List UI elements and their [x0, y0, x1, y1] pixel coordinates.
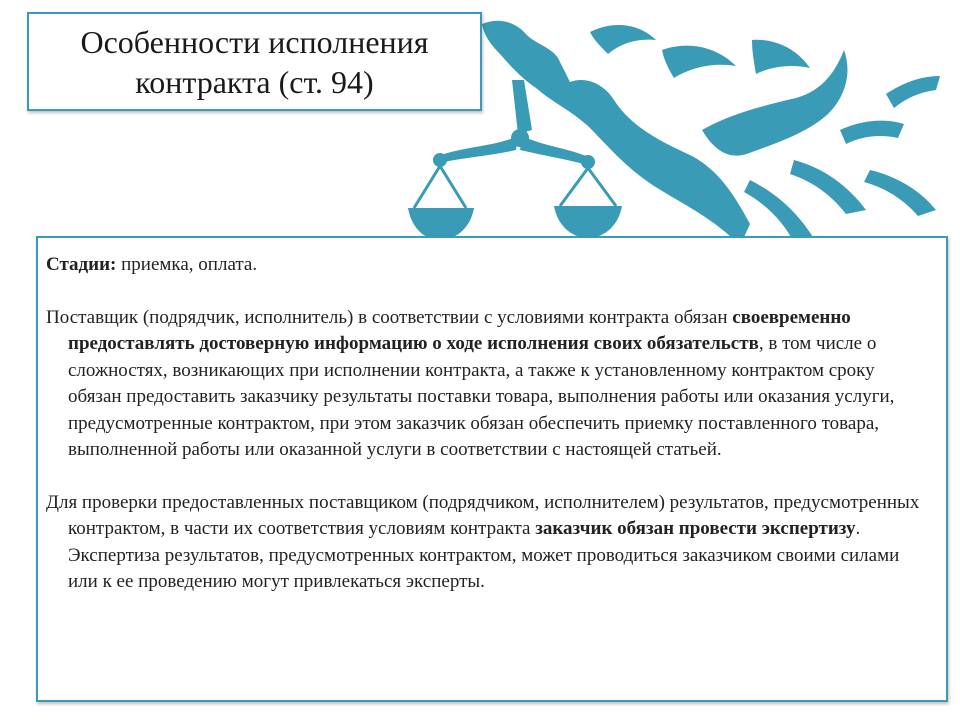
justice-scales-icon — [400, 10, 960, 250]
title-line-2: контракта (ст. 94) — [135, 63, 374, 100]
expertise-bold-text: заказчик обязан провести экспертизу — [535, 518, 856, 539]
expertise-text-2: . Экспертиза результатов, предусмотренных контрактом, может проводиться заказчиком своими силами или к ее проведению могут привлекаться эксперты. — [68, 518, 900, 592]
supplier-paragraph — [46, 305, 930, 464]
expertise-paragraph — [46, 490, 930, 596]
supplier-text-1: Поставщик (подрядчик, исполнитель) в соответствии с условиями контракта обязан — [46, 306, 733, 328]
supplier-text-2: , в том числе о сложностях, возникающих при исполнении контракта, а также к установленному контрактом сроку обязан предоставить заказчику результаты поставки товара, выполнения работы или оказания услуги, предусмотренные контрактом, при этом заказчик обязан обеспечить приемку поставленного товара, выполненной работы или оказанной услуги в соответствии с настоящей статьей. — [68, 333, 895, 460]
page-title — [80, 22, 428, 102]
stages-paragraph — [46, 252, 930, 279]
title-line-1: Особенности исполнения — [80, 23, 429, 60]
title-box — [27, 12, 482, 111]
stages-label: Стадии: — [46, 254, 117, 275]
content-box — [36, 236, 948, 702]
expertise-text-1: Для проверки предоставленных поставщиком (подрядчиком, исполнителем) результатов, предусмотренных контрактом, в части их соответствия условиям контракта — [46, 491, 920, 539]
supplier-bold-text: своевременно предоставлять достоверную информацию о ходе исполнения своих обязательств — [68, 306, 851, 354]
stages-text: приемка, оплата. — [116, 254, 258, 275]
